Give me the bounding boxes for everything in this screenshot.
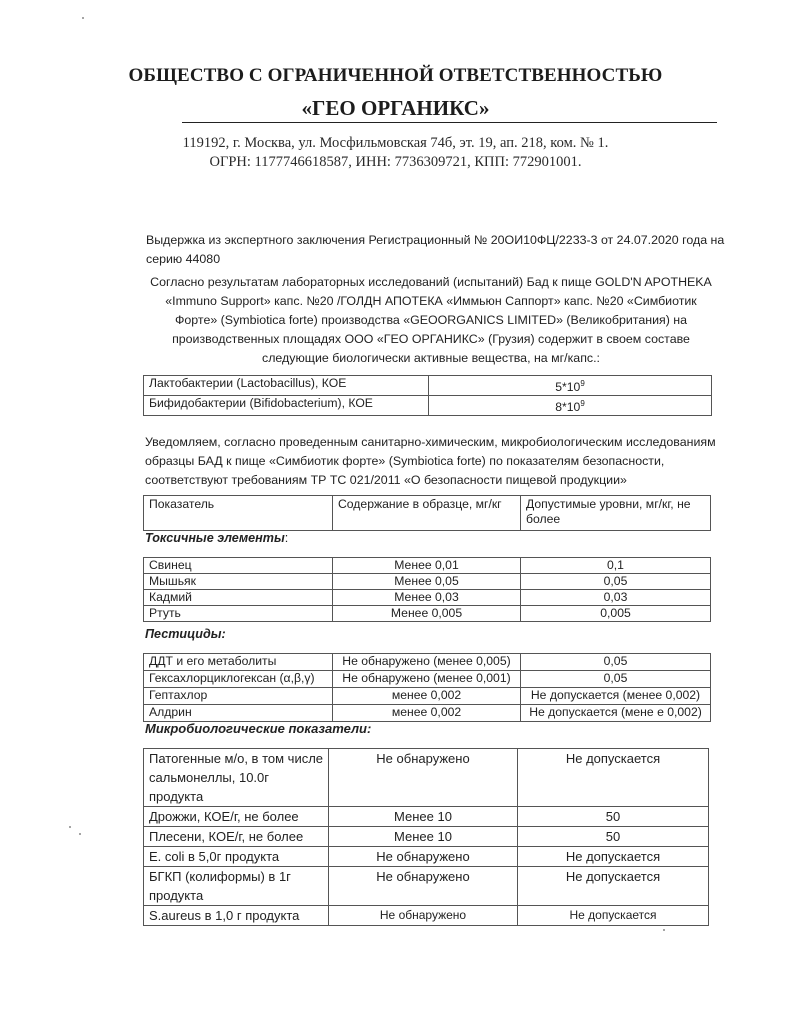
scan-speck	[663, 929, 665, 931]
limit-cell: Не допускается	[518, 847, 709, 867]
indicator-cell: Алдрин	[144, 705, 333, 722]
indicator-cell: Кадмий	[144, 590, 333, 606]
indicator-cell: ДДТ и его метаболиты	[144, 654, 333, 671]
table-row	[144, 574, 711, 590]
limit-cell: 0,1	[521, 558, 711, 574]
limit-cell: Не допускается	[518, 749, 709, 807]
composition-paragraph: Согласно результатам лабораторных исследований (испытаний) Бад к пище GOLD'N APOTHEKA «Immuno Support» капс. №20 /ГОЛДН АПОТЕКА «Иммьюн Саппорт» капс. №20 «Симбиотик Форте» (Symbiotica forte) производства «GEOORGANICS LIMITED» (Великобритания) на производственных площадях ООО «ГЕО ОРГАНИКС» (Грузия) содержит в своем составе следующие биологически активные вещества, на мг/капс.:	[150, 275, 712, 365]
indicator-cell: Мышьяк	[144, 574, 333, 590]
table-row	[144, 807, 709, 827]
table-row	[144, 671, 711, 688]
table-row	[144, 606, 711, 622]
safety-table-header	[143, 495, 711, 531]
indicator-cell: Плесени, КОЕ/г, не более	[144, 827, 329, 847]
bio-name: Бифидобактерии (Bifidobacterium), КОЕ	[144, 396, 429, 416]
table-row	[144, 376, 712, 396]
indicator-cell: Ртуть	[144, 606, 333, 622]
pesticides-table	[143, 653, 711, 722]
table-row	[144, 867, 709, 906]
column-header-indicator: Показатель	[144, 496, 333, 531]
limit-cell: 0,05	[521, 574, 711, 590]
limit-cell: 0,005	[521, 606, 711, 622]
bio-name: Лактобактерии (Lactobacillus), КОЕ	[144, 376, 429, 396]
limit-cell: Не допускается (мене е 0,002)	[521, 705, 711, 722]
sample-cell: Менее 0,05	[333, 574, 521, 590]
scan-speck	[69, 826, 71, 828]
sample-cell: Менее 0,005	[333, 606, 521, 622]
sample-cell: менее 0,002	[333, 705, 521, 722]
microbiological-table	[143, 748, 709, 926]
company-details	[0, 134, 791, 172]
company-type-heading: ОБЩЕСТВО С ОГРАНИЧЕННОЙ ОТВЕТСТВЕННОСТЬЮ	[128, 65, 663, 86]
table-row	[144, 396, 712, 416]
table-row	[144, 558, 711, 574]
header-divider	[182, 122, 717, 123]
company-registration: ОГРН: 1177746618587, ИНН: 7736309721, КПП: 772901001.	[209, 154, 582, 170]
limit-cell: 50	[518, 827, 709, 847]
indicator-cell: Патогенные м/о, в том числе сальмонеллы, 10.0г продукта	[144, 749, 329, 807]
sample-cell: Не обнаружено	[329, 867, 518, 906]
sample-cell: Менее 0,03	[333, 590, 521, 606]
sample-cell: Не обнаружено	[329, 906, 518, 926]
limit-cell: Не допускается	[518, 867, 709, 906]
column-header-sample-content: Содержание в образце, мг/кг	[333, 496, 521, 531]
company-name-heading: «ГЕО ОРГАНИКС»	[301, 96, 490, 120]
table-row	[144, 906, 709, 926]
column-header-allowed-levels: Допустимые уровни, мг/кг, не более	[521, 496, 711, 531]
sample-cell: менее 0,002	[333, 688, 521, 705]
section-title-pesticides: Пестициды:	[145, 627, 226, 641]
bio-value: $5*10^9$	[429, 376, 712, 396]
limit-cell: 0,05	[521, 654, 711, 671]
bio-value: $8*10^9$	[429, 396, 712, 416]
limit-cell: 0,05	[521, 671, 711, 688]
section-title-toxic: Токсичные элементы:	[145, 531, 289, 545]
sample-cell: Не обнаружено	[329, 749, 518, 807]
indicator-cell: Свинец	[144, 558, 333, 574]
scan-speck	[82, 17, 84, 19]
company-address: 119192, г. Москва, ул. Мосфильмовская 74б, эт. 19, ап. 218, ком. № 1.	[182, 135, 609, 151]
indicator-cell: Дрожжи, КОЕ/г, не более	[144, 807, 329, 827]
toxic-elements-table	[143, 557, 711, 622]
indicator-cell: S.aureus в 1,0 г продукта	[144, 906, 329, 926]
limit-cell: Не допускается (менее 0,002)	[521, 688, 711, 705]
table-row	[144, 847, 709, 867]
table-row	[144, 827, 709, 847]
table-row	[144, 688, 711, 705]
section-title-microbiological: Микробиологические показатели:	[145, 721, 372, 736]
compliance-notice: Уведомляем, согласно проведенным санитарно-химическим, микробиологическим исследованиям образцы БАД к пище «Симбиотик форте» (Symbiotica forte) по показателям безопасности, соответствуют требованиям ТР ТС 021/2011 «О безопасности пищевой продукции»	[145, 435, 716, 487]
limit-cell: 0,03	[521, 590, 711, 606]
limit-cell: Не допускается	[518, 906, 709, 926]
header-row	[144, 496, 711, 531]
table-row	[144, 654, 711, 671]
scan-speck	[79, 833, 81, 835]
sample-cell: Менее 0,01	[333, 558, 521, 574]
limit-cell: 50	[518, 807, 709, 827]
table-row	[144, 590, 711, 606]
indicator-cell: Гексахлорциклогексан (α,β,γ)	[144, 671, 333, 688]
indicator-cell: БГКП (колиформы) в 1г продукта	[144, 867, 329, 906]
table-row	[144, 749, 709, 807]
sample-cell: Менее 10	[329, 807, 518, 827]
sample-cell: Менее 10	[329, 827, 518, 847]
indicator-cell: Гептахлор	[144, 688, 333, 705]
extract-reference: Выдержка из экспертного заключения Регистрационный № 20ОИ10ФЦ/2233-3 от 24.07.2020 года на серию 44080	[146, 233, 725, 266]
sample-cell: Не обнаружено	[329, 847, 518, 867]
sample-cell: Не обнаружено (менее 0,005)	[333, 654, 521, 671]
bioactive-table	[143, 375, 712, 416]
table-row	[144, 705, 711, 722]
indicator-cell: E. coli в 5,0г продукта	[144, 847, 329, 867]
sample-cell: Не обнаружено (менее 0,001)	[333, 671, 521, 688]
